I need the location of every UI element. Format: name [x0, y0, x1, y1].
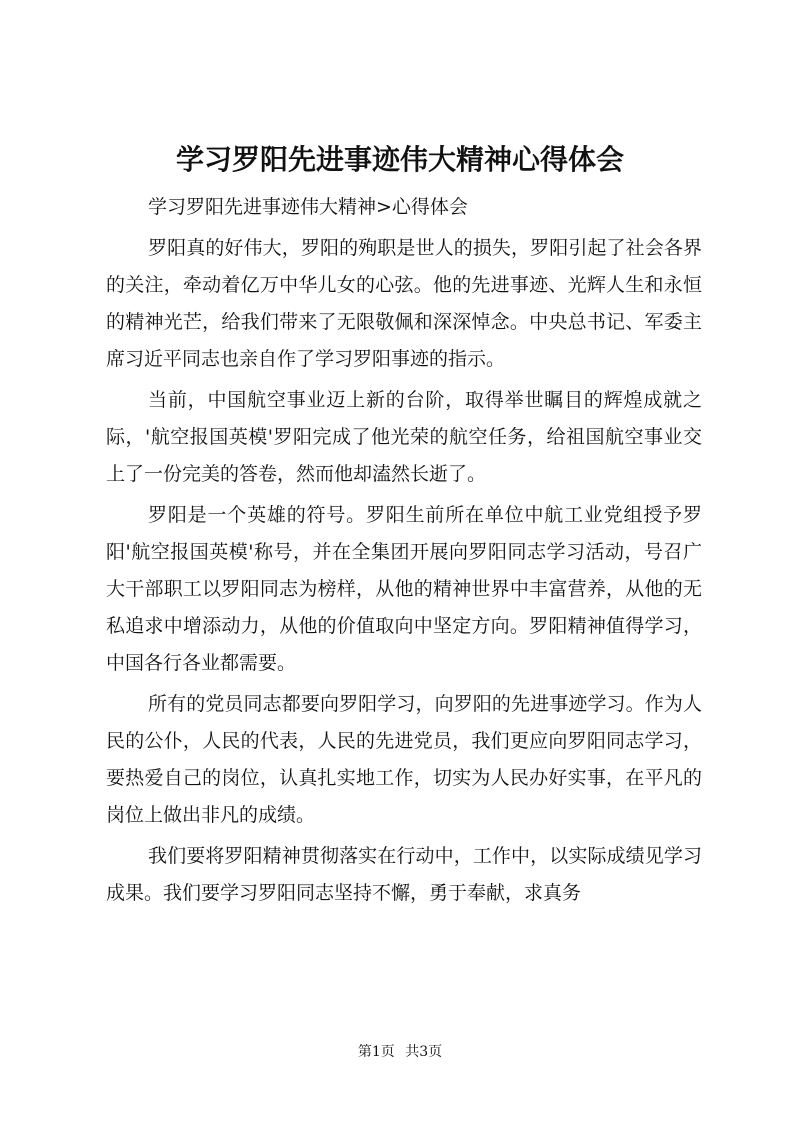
document-subtitle: 学习罗阳先进事迹伟大精神>心得体会 [148, 196, 468, 218]
paragraph-4: 所有的党员同志都要向罗阳学习，向罗阳的先进事迹学习。作为人民的公仆，人民的代表，人民的先进党员，我们更应向罗阳同志学习，要热爱自己的岗位，认真扎实地工作，切实为人民办好实事，在平凡的岗位上做出非凡的成绩。 [106, 693, 702, 826]
paragraph-5: 我们要将罗阳精神贯彻落实在行动中，工作中，以实际成绩见学习成果。我们要学习罗阳同志坚持不懈，勇于奉献，求真务 [106, 845, 702, 904]
paragraph-1: 罗阳真的好伟大，罗阳的殉职是世人的损失，罗阳引起了社会各界的关注，牵动着亿万中华儿女的心弦。他的先进事迹、光辉人生和永恒的精神光芒，给我们带来了无限敬佩和深深悼念。中央总书记、军委主席习近平同志也亲自作了学习罗阳事迹的指示。 [106, 237, 702, 370]
page-footer [0, 1042, 800, 1062]
page-total: 共3页 [405, 1044, 443, 1060]
paragraph-2: 当前，中国航空事业迈上新的台阶，取得举世瞩目的辉煌成就之际，'航空报国英模'罗阳完成了他光荣的航空任务，给祖国航空事业交上了一份完美的答卷，然而他却溘然长逝了。 [106, 389, 702, 485]
page-number: 第1页 [357, 1044, 395, 1060]
document-title: 学习罗阳先进事迹伟大精神心得体会 [175, 143, 624, 176]
document-body [106, 189, 702, 912]
paragraph-3: 罗阳是一个英雄的符号。罗阳生前所在单位中航工业党组授予罗阳'航空报国英模'称号，并在全集团开展向罗阳同志学习活动，号召广大干部职工以罗阳同志为榜样，从他的精神世界中丰富营养，从他的无私追求中增添动力，从他的价值取向中坚定方向。罗阳精神值得学习，中国各行各业都需要。 [106, 504, 702, 674]
